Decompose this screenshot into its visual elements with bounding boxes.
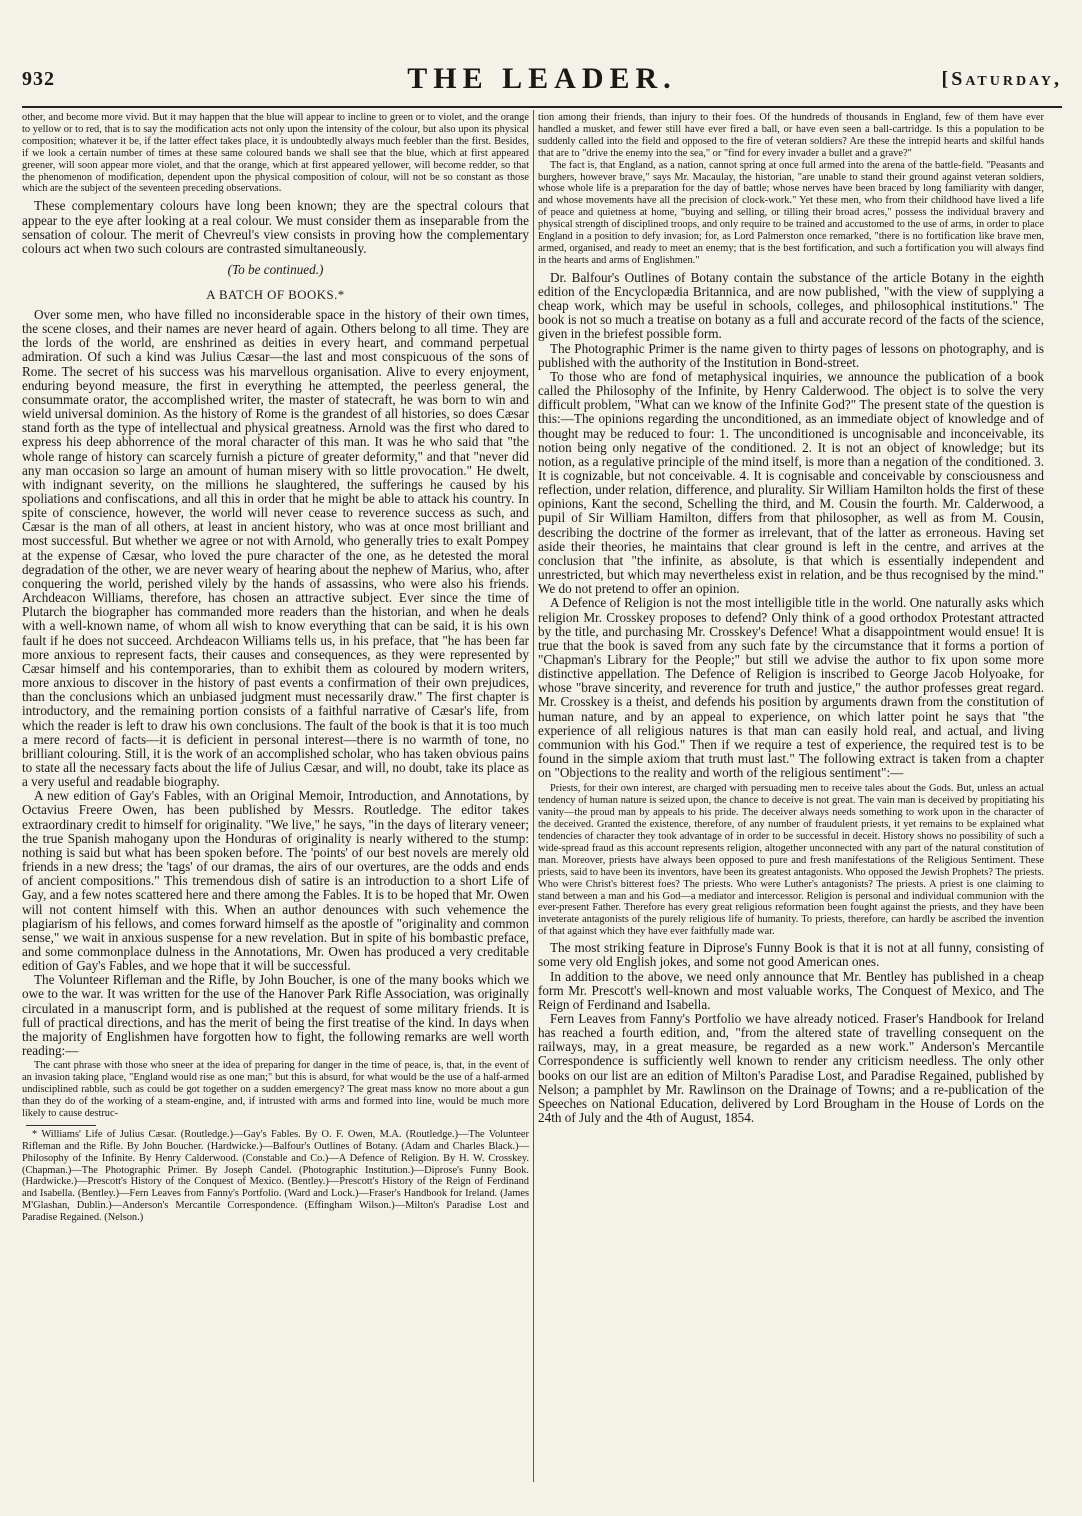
header-rule xyxy=(22,106,1062,108)
issue-day: [Saturday, xyxy=(941,68,1062,90)
article-paragraph-other-books: Fern Leaves from Fanny's Portfolio we have already noticed. Fraser's Handbook for Ireland has reached a fourth edition, and, "from the altered state of travelling consequent on the railways, may, in a great measure, be regarded as a new work." Anderson's Mercantile Correspondence is sufficiently well known to render any criticism needless. The only other books on our list are an edition of Milton's Paradise Lost, and Paradise Regained, published by Nelson; a pamphlet by Mr. Rawlinson on the Drainage of Towns; and a re-publication of the Speeches on National Education, delivered by Lord Brougham in the House of Lords on the 24th of July and the 4th of August, 1854. xyxy=(538,1010,1044,1126)
masthead xyxy=(22,62,1062,106)
newspaper-title: THE LEADER. xyxy=(407,62,677,95)
colours-paragraph-small: other, and become more vivid. But it may happen that the blue will appear to incline to green or to violet, and the orange to yellow or to red, that is to say the modification acts not only upon the intensity of the colour, but also upon its physical composition; whatever it be, if the latter effect takes place, it is undoubtedly always much feebler than the first. Besides, if we look a certain number of times at these same coloured bands we shall see that the blue, which at first appeared greener, will soon appear more violet, and that the orange, which at first appeared yellower, will become redder, so that the phenomenon of modification, dependent upon the physical composition of colour, will not be so constant as those which are the subject of the seventeen preceding observations. xyxy=(22,112,529,195)
article-paragraph-religion: A Defence of Religion is not the most intelligible title in the world. One naturally asks which religion Mr. Crosskey proposes to defend? Only think of a good orthodox Protestant attracted by the title, and purchasing Mr. Crosskey's Defence! What a disappointment would ensue! It is true that the book is saved from any such fate by the circumstance that it forms a portion of "Chapman's Library for the People;" but still we advise the author to fix upon some more distinctive appellation. The Defence of Religion is inscribed to George Jacob Holyoake, for whose "brave sincerity, and reverence for truth and justice," the author professes great regard. Mr. Crosskey is a theist, and defends his position by arguments drawn from the constitution of human nature, and by an appeal to experience, on which latter point he says that "the experience of all religious natures is that man can easily hold real, and actual, and living communion with his God." Then if we require a test of experience, the required test is to be found in the simple axiom that truth must last." The following extract is taken from a chapter on "Objections to the reality and worth of the religious sentiment":— xyxy=(538,595,1044,781)
right-column xyxy=(538,112,1044,1125)
column-divider xyxy=(533,110,534,1482)
rifleman-quote: The cant phrase with those who sneer at the idea of preparing for danger in the time of peace, is, that, in the event of an invasion taking place, "England would rise as one man;" but this is absurd, for what would be the use of a half-armed undisciplined rabble, such as could be got together on a sudden emergency? The great mass know no more about a gun than they do of the working of a steam-engine, and, if intrusted with arms and formed into line, would be much more likely to cause destruc- xyxy=(22,1060,529,1119)
page-number: 932 xyxy=(22,68,55,90)
rifleman-quote-macaulay: The fact is, that England, as a nation, cannot spring at once full armed into the arena of the battle-field. "Peasants and burghers, however brave," says Mr. Macaulay, the historian, "are unable to stand their ground against veteran soldiers, whose whole life is a preparation for the day of battle; whose nerves have been braced by long familiarity with danger, and whose movements have all the precision of clock-work." Yet these men, who from their childhood have lived a life of peace and quietness at home, "buying and selling, or tilling their broad acres," possess the individual bravery and physical strength of disciplined troops, and only require to be trained and accustomed to the use of arms, in order to place England in a position to defy invasion; for, as Lord Palmerston once remarked, "there is no fortification like brave men, armed, organised, and ready to meet an enemy; that is the best fortification, and such a fortification you will always find in the hearts and arms of Englishmen." xyxy=(538,159,1044,266)
to-be-continued: (To be continued.) xyxy=(227,261,324,277)
article-paragraph-rifleman: The Volunteer Rifleman and the Rifle, by John Boucher, is one of the many books which we owe to the war. It was written for the use of the Hanover Park Rifle Association, was originally circulated in a manuscript form, and is published at the request of some military friends. It is full of practical directions, and has the merit of being the first treatise of the kind. In days when the majority of Englishmen have forgotten how to fight, the following remarks are well worth reading:— xyxy=(22,972,529,1059)
article-paragraph-botany: Dr. Balfour's Outlines of Botany contain the substance of the article Botany in the eighth edition of the Encyclopædia Britannica, and are now published, "with the view of supplying a cheap work, which may be useful in schools, colleges, and philosophical institutions." The book is not so much a treatise on botany as a full and accurate record of the facts of the science, given in the briefest possible form. xyxy=(538,269,1044,342)
colours-paragraph: These complementary colours have long been known; they are the spectral colours that appear to the eye after looking at a real colour. We must consider them as inseparable from the sensation of colour. The merit of Chevreul's view consists in proving how the complementary colours act when two such colours are contrasted simultaneously. xyxy=(22,198,529,256)
article-paragraph-caesar: Over some men, who have filled no inconsiderable space in the history of their own times, the scene closes, and their names are never heard of again. Others belong to all time. They are the lords of the world, are enshrined as deities in every heart, and command perpetual admiration. Of such a kind was Julius Cæsar—the last and most conspicuous of the sons of Rome. The secret of his success was his marvellous organisation. Alive to every enjoyment, enduring beyond measure, the first in everything he attempted, the peerless general, the consummate orator, the accomplished writer, the master of statecraft, he was born to win and wield universal dominion. As the history of Rome is the grandest of all histories, so does Cæsar stand forth as the type of intellectual and physical greatness. Arnold was the first who dared to express his deep abhorrence of the moral character of this man. It was he who said that "the whole range of history can scarcely furnish a picture of greater deformity," and that "never did any man occasion so large an amount of human misery with so little provocation." He dwelt, with indignant severity, on the millions he slaughtered, the sufferings he caused by his spoliations and confiscations, and all this in order that he might be able to attack his country. In spite of conscience, however, the world will never cease to reverence success as such, and Cæsar is the man of all others, at least in ancient history, who was at once most brilliant and most successful. But whether we agree or not with Arnold, who generally tries to exalt Pompey at the expense of Cæsar, who loved the pure character of the one, as he detested the moral degradation of the other, we are never weary of hearing about the nephew of Marius, who, after conquering the world, perished vilely by the hands of assassins, who were also his friends. Archdeacon Williams, therefore, has chosen an attractive subject. Ever since the time of Plutarch the biographer has commanded more readers than the historian, and when he deals with a well-known name, of whom all wish to know everything that can be said, it is his own fault if he does not succeed. Archdeacon Williams tells us, in his preface, that "he has been far more anxious to represent facts, their causes and consequences, as they were represented by Cæsar himself and his contemporaries, than to exhibit them as coloured by modern writers, more anxious to discover in the history of past events a confirmation of their own prejudices, than the conclusions which an unbiased judgment must necessarily draw." The first chapter is introductory, and the remaining portion consists of a faithful narrative of Cæsar's life, from which the reader is left to draw his own conclusions. The fault of the book is that it is too much a mere record of facts—it is deficient in personal interest—there is no warmth of tone, no brilliant colouring. Still, it is the work of an accomplished scholar, who has taken obvious pains to state all the necessary facts about the life of Julius Cæsar, and will, no doubt, take its place as a very useful and readable biography. xyxy=(22,306,529,790)
article-paragraph-infinite: To those who are fond of metaphysical inquiries, we announce the publication of a book called the Philosophy of the Infinite, by Henry Calderwood. The object is to solve the very difficult problem, "What can we know of the Infinite God?" The present state of the question is this:—The opinions regarding the unconditioned, as an immediate object of knowledge and of thought may be reduced to four: 1. The unconditioned is uncognisable and inconceivable, its notion being only negative of the conditioned. 2. It is not an object of knowledge; but its notion, as a regulative principle of the mind itself, is more than a negation of the conditioned. 3. It is cognizable, but not conceivable. 4. It is cognisable and conceivable by consciousness and reflection, under relation, difference, and plurality. Sir William Hamilton holds the first of these opinions, Kant the second, Schelling the third, and M. Cousin the fourth. Mr. Calderwood, a pupil of Sir William Hamilton, differs from that philosopher, as well as from M. Cousin, describing the doctrine of the former as irrelevant, that of the latter as erroneous. Having set aside their theories, he maintains that clear ground is left in the centre, and arrives at the conclusion that "the infinite, as absolute, is that which is essentially independent and unrestricted, but which may nevertheless exist in relation, and be thus recognised by the mind." We do not pretend to offer an opinion. xyxy=(538,368,1044,597)
footnote-rule xyxy=(26,1125,96,1126)
priests-quote: Priests, for their own interest, are charged with persuading men to receive tales about the Gods. But, unless an actual tendency of human nature is seized upon, the chance to deceive is not great. The vain man is deceived by propitiating his vanity—the proud man by appeals to his pride. The deceiver always needs something to work upon in the character of the deceived. Granted the existence, therefore, of any number of fraudulent priests, it yet remains to be explained what tendencies of character they took advantage of in order to be successful in deceit. History shows no possibility of such a wide-spread fraud as this account represents religion, altogether unconnected with any part of the natural constitution of man. Moreover, priests have always been opposed to pure and fresh manifestations of the Religious Sentiment. These priests, said to have been its inventors, have been its greatest antagonists. Who opposed the Jewish Prophets? The priests. Who were Christ's bitterest foes? The priests. Who were Luther's antagonists? The priests. A priest is one claiming to stand between a man and his God—a mediator and intercessor. Religion is personal and individual communion with the ever-present Father. Therefore has every great religious reformation been fought against the priests, and they have been inveterate antagonists of the purely religious life of humanity. To priests, therefore, can hardly be ascribed the invention of that against which they have ever faithfully made war. xyxy=(538,783,1044,938)
article-paragraph-funny-book: The most striking feature in Diprose's Funny Book is that it is not at all funny, consisting of some very old English jokes, and some not good American ones. xyxy=(538,940,1044,970)
left-column xyxy=(22,112,529,1224)
footnotes: * Williams' Life of Julius Cæsar. (Routledge.)—Gay's Fables. By O. F. Owen, M.A. (Routledge.)—The Volunteer Rifleman and the Rifle. By John Boucher. (Hardwicke.)—Balfour's Outlines of Botany. (Adam and Charles Black.)—Philosophy of the Infinite. By Henry Calderwood. (Constable and Co.)—A Defence of Religion. By H. W. Crosskey. (Chapman.)—The Photographic Primer. By Joseph Candel. (Photographic Institution.)—Diprose's Funny Book. (Hardwicke.)—Prescott's History of the Conquest of Mexico. (Bentley.)—Prescott's History of the Reign of Ferdinand and Isabella. (Bentley.)—Fern Leaves from Fanny's Portfolio. (Ward and Lock.)—Fraser's Handbook for Ireland. (James M'Glashan, Dublin.)—Anderson's Mercantile Correspondence. (Effingham Wilson.)—Milton's Paradise Lost and Paradise Regained. (Nelson.) xyxy=(22,1128,529,1224)
rifleman-quote-continued: tion among their friends, than injury to their foes. Of the hundreds of thousands in England, few of them have ever handled a musket, and fewer still have ever fired a ball, or have even seen a ball-cartridge. Is this a population to be suddenly called into the field and opposed to the fire of veteran soldiers? Are these the intrepid hearts and skilful hands that are to "drive the enemy into the sea," or "find for every invader a bullet and a grave?" xyxy=(538,112,1044,159)
section-heading: A BATCH OF BOOKS.* xyxy=(206,287,345,302)
article-paragraph-photographic: The Photographic Primer is the name given to thirty pages of lessons on photography, and is published with the authority of the Institution in Bond-street. xyxy=(538,340,1044,370)
article-paragraph-gay: A new edition of Gay's Fables, with an Original Memoir, Introduction, and Annotations, by Octavius Freere Owen, has been published by Messrs. Routledge. The editor takes extraordinary credit to himself for originality. "We live," he says, "in the days of literary veneer; the true Spanish mahogany upon the Honduras of originality is nearly withered to the stump: nothing is said but what has been spoken before. The 'points' of our best novels are merely old friends in a new dress; the 'tags' of our dramas, the airs of our overtures, are the odds and ends of ancient compositions." This tremendous dish of satire is an introduction to a short Life of Gay, and a few notes scattered here and there among the Fables. It is to be hoped that Mr. Owen will not content himself with this. When an author denounces with such vehemence the plagiarism of his fellows, and comes forward himself as the apostle of "originality and common sense," we wait in anxious suspense for a new revelation. But in spite of his bombastic preface, and some commonplace dulness in the Annotations, Mr. Owen has produced a very creditable edition of Gay's Fables, and we hope that it will be successful. xyxy=(22,788,529,974)
article-paragraph-prescott: In addition to the above, we need only announce that Mr. Bentley has published in a cheap form Mr. Prescott's well-known and most valuable works, The Conquest of Mexico, and The Reign of Ferdinand and Isabella. xyxy=(538,968,1044,1012)
